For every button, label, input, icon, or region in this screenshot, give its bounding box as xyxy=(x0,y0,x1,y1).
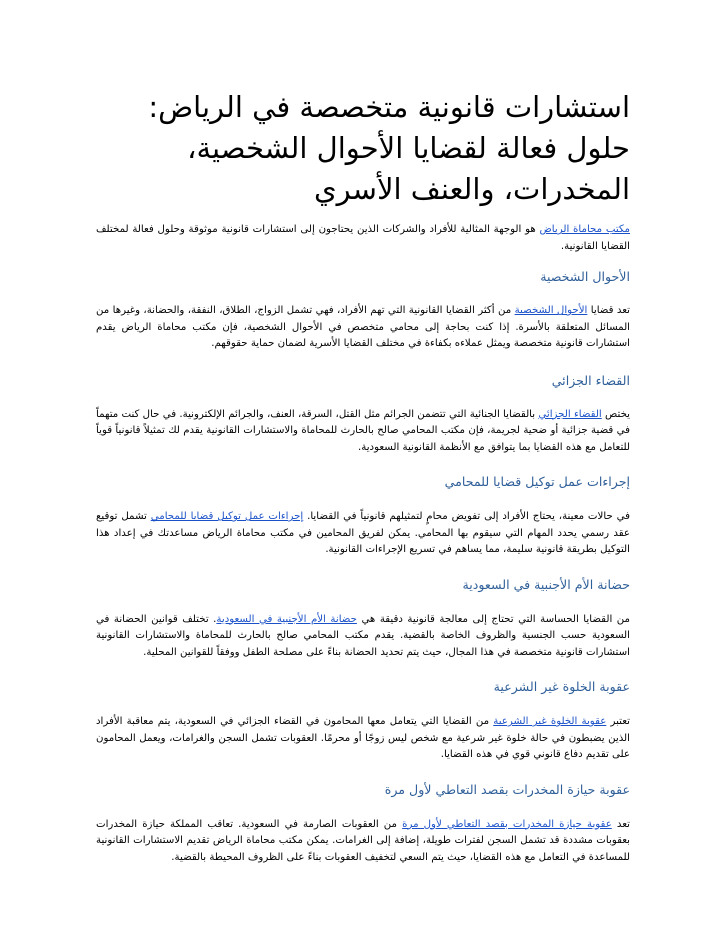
paragraph-text: يختص xyxy=(601,408,630,420)
section-paragraph-foreign-mother-custody xyxy=(96,612,630,662)
section-paragraph-criminal-judiciary xyxy=(96,407,630,457)
illegitimate-seclusion-link[interactable]: عقوبة الخلوة غير الشرعية xyxy=(493,716,607,727)
section-heading-power-of-attorney: إجراءات عمل توكيل قضايا للمحامي xyxy=(444,474,630,489)
section-heading-personal-status: الأحوال الشخصية xyxy=(540,269,630,284)
paragraph-text: . تختلف قوانين الحضانة في السعودية حسب الجنسية والظروف الخاصة بالقضية. يقدم مكتب المحامي صالح بالحارث للمحاماة والاستشارات القانونية استشارات قانونية متخصصة في هذا المجال، حيث يتم تحديد الحضانة بناءً على مصلحة الطفل ووفقاً للقوانين المحلية. xyxy=(96,613,630,658)
section-heading-foreign-mother-custody: حضانة الأم الأجنبية في السعودية xyxy=(462,576,630,592)
paragraph-text: تعتبر xyxy=(606,716,630,727)
section-paragraph-power-of-attorney xyxy=(96,509,630,559)
drug-possession-link[interactable]: عقوبة حيازة المخدرات بقصد التعاطي لأول مرة xyxy=(402,818,612,830)
section-paragraph-drug-possession xyxy=(96,817,630,867)
paragraph-text: من العقوبات الصارمة في السعودية. تعاقب المملكة حيازة المخدرات بعقوبات مشددة قد تشمل السجن لفترات طويلة، إضافة إلى الغرامات. يمكن مكتب محاماة الرياض تقديم الاستشارات القانونية للمساعدة في التعامل مع هذه القضايا، حيث يتم السعي لتخفيف العقوبات بناءً على الظروف المحيطة بالقضية. xyxy=(96,818,630,863)
intro-link[interactable]: مكتب محاماة الرياض xyxy=(539,224,631,235)
criminal-judiciary-link[interactable]: القضاء الجزائي xyxy=(538,408,602,420)
paragraph-text: تشمل توقيع عقد رسمي يحدد المهام التي سيقوم بها المحامي. يمكن لفريق المحامين في مكتب محاماة الرياض مساعدتك في إعداد هذا التوكيل بطريقة قانونية سليمة، مما يساهم في تسريع الإجراءات القانونية. xyxy=(96,511,630,555)
intro-text: هو الوجهة المثالية للأفراد والشركات الذين يحتاجون إلى استشارات قانونية موثوقة وحلول فعالة لمختلف القضايا القانونية. xyxy=(96,224,630,252)
foreign-mother-custody-link[interactable]: حضانة الأم الأجنبية في السعودية xyxy=(216,613,357,625)
section-paragraph-personal-status xyxy=(96,303,630,353)
intro-paragraph xyxy=(96,222,630,255)
paragraph-text: من القضايا الحساسة التي تحتاج إلى معالجة قانونية دقيقة هي xyxy=(356,613,630,625)
paragraph-text: في حالات معينة، يحتاج الأفراد إلى تفويض محامٍ لتمثيلهم قانونياً في القضايا. xyxy=(303,511,630,522)
power-of-attorney-link[interactable]: إجراءات عمل توكيل قضايا للمحامي xyxy=(150,511,304,522)
personal-status-link[interactable]: الأحوال الشخصية xyxy=(514,305,588,316)
paragraph-text: تعد xyxy=(611,818,630,830)
paragraph-text: من أكثر القضايا القانونية التي تهم الأفراد، فهي تشمل الزواج، الطلاق، النفقة، والحضانة، وغيرها من المسائل المتعلقة بالأسرة. إذا كنت بحاجة إلى محامي متخصص في الأحوال الشخصية، فإن مكتب محاماة الرياض يقدم استشارات قانونية متخصصة ويمثل عملاءه بكفاءة في مختلف القضايا الأسرية لضمان حماية حقوقهم. xyxy=(96,305,630,349)
paragraph-text: بالقضايا الجنائية التي تتضمن الجرائم مثل القتل، السرقة، العنف، والجرائم الإلكترونية. في حال كنت متهماً في قضية جزائية أو ضحية لجريمة، فإن مكتب المحامي صالح بالحارث للمحاماة والاستشارات القانونية يقدم لك تمثيلاً قانونياً قوياً للتعامل مع هذه القضايا بما يتوافق مع الأنظمة القانونية السعودية. xyxy=(96,408,630,453)
paragraph-text: تعد قضايا xyxy=(587,305,630,316)
section-heading-illegitimate-seclusion: عقوبة الخلوة غير الشرعية xyxy=(493,679,630,694)
document-title: استشارات قانونية متخصصة في الرياض: حلول فعالة لقضايا الأحوال الشخصية، المخدرات، والعنف الأسري xyxy=(148,90,630,206)
section-paragraph-illegitimate-seclusion xyxy=(96,714,630,764)
document-content xyxy=(96,0,630,866)
section-heading-drug-possession: عقوبة حيازة المخدرات بقصد التعاطي لأول مرة xyxy=(384,781,630,797)
paragraph-text: من القضايا التي يتعامل معها المحامون في القضاء الجزائي في السعودية، يتم معاقبة الأفراد الذين يضبطون في حالة خلوة غير شرعية مع شخص ليس زوجًا أو محرمًا. العقوبات تشمل السجن والغرامات، ويعمل المحامون على تقديم دفاع قانوني قوي في هذه القضايا. xyxy=(96,716,630,760)
section-heading-criminal-judiciary: القضاء الجزائي xyxy=(551,372,630,388)
